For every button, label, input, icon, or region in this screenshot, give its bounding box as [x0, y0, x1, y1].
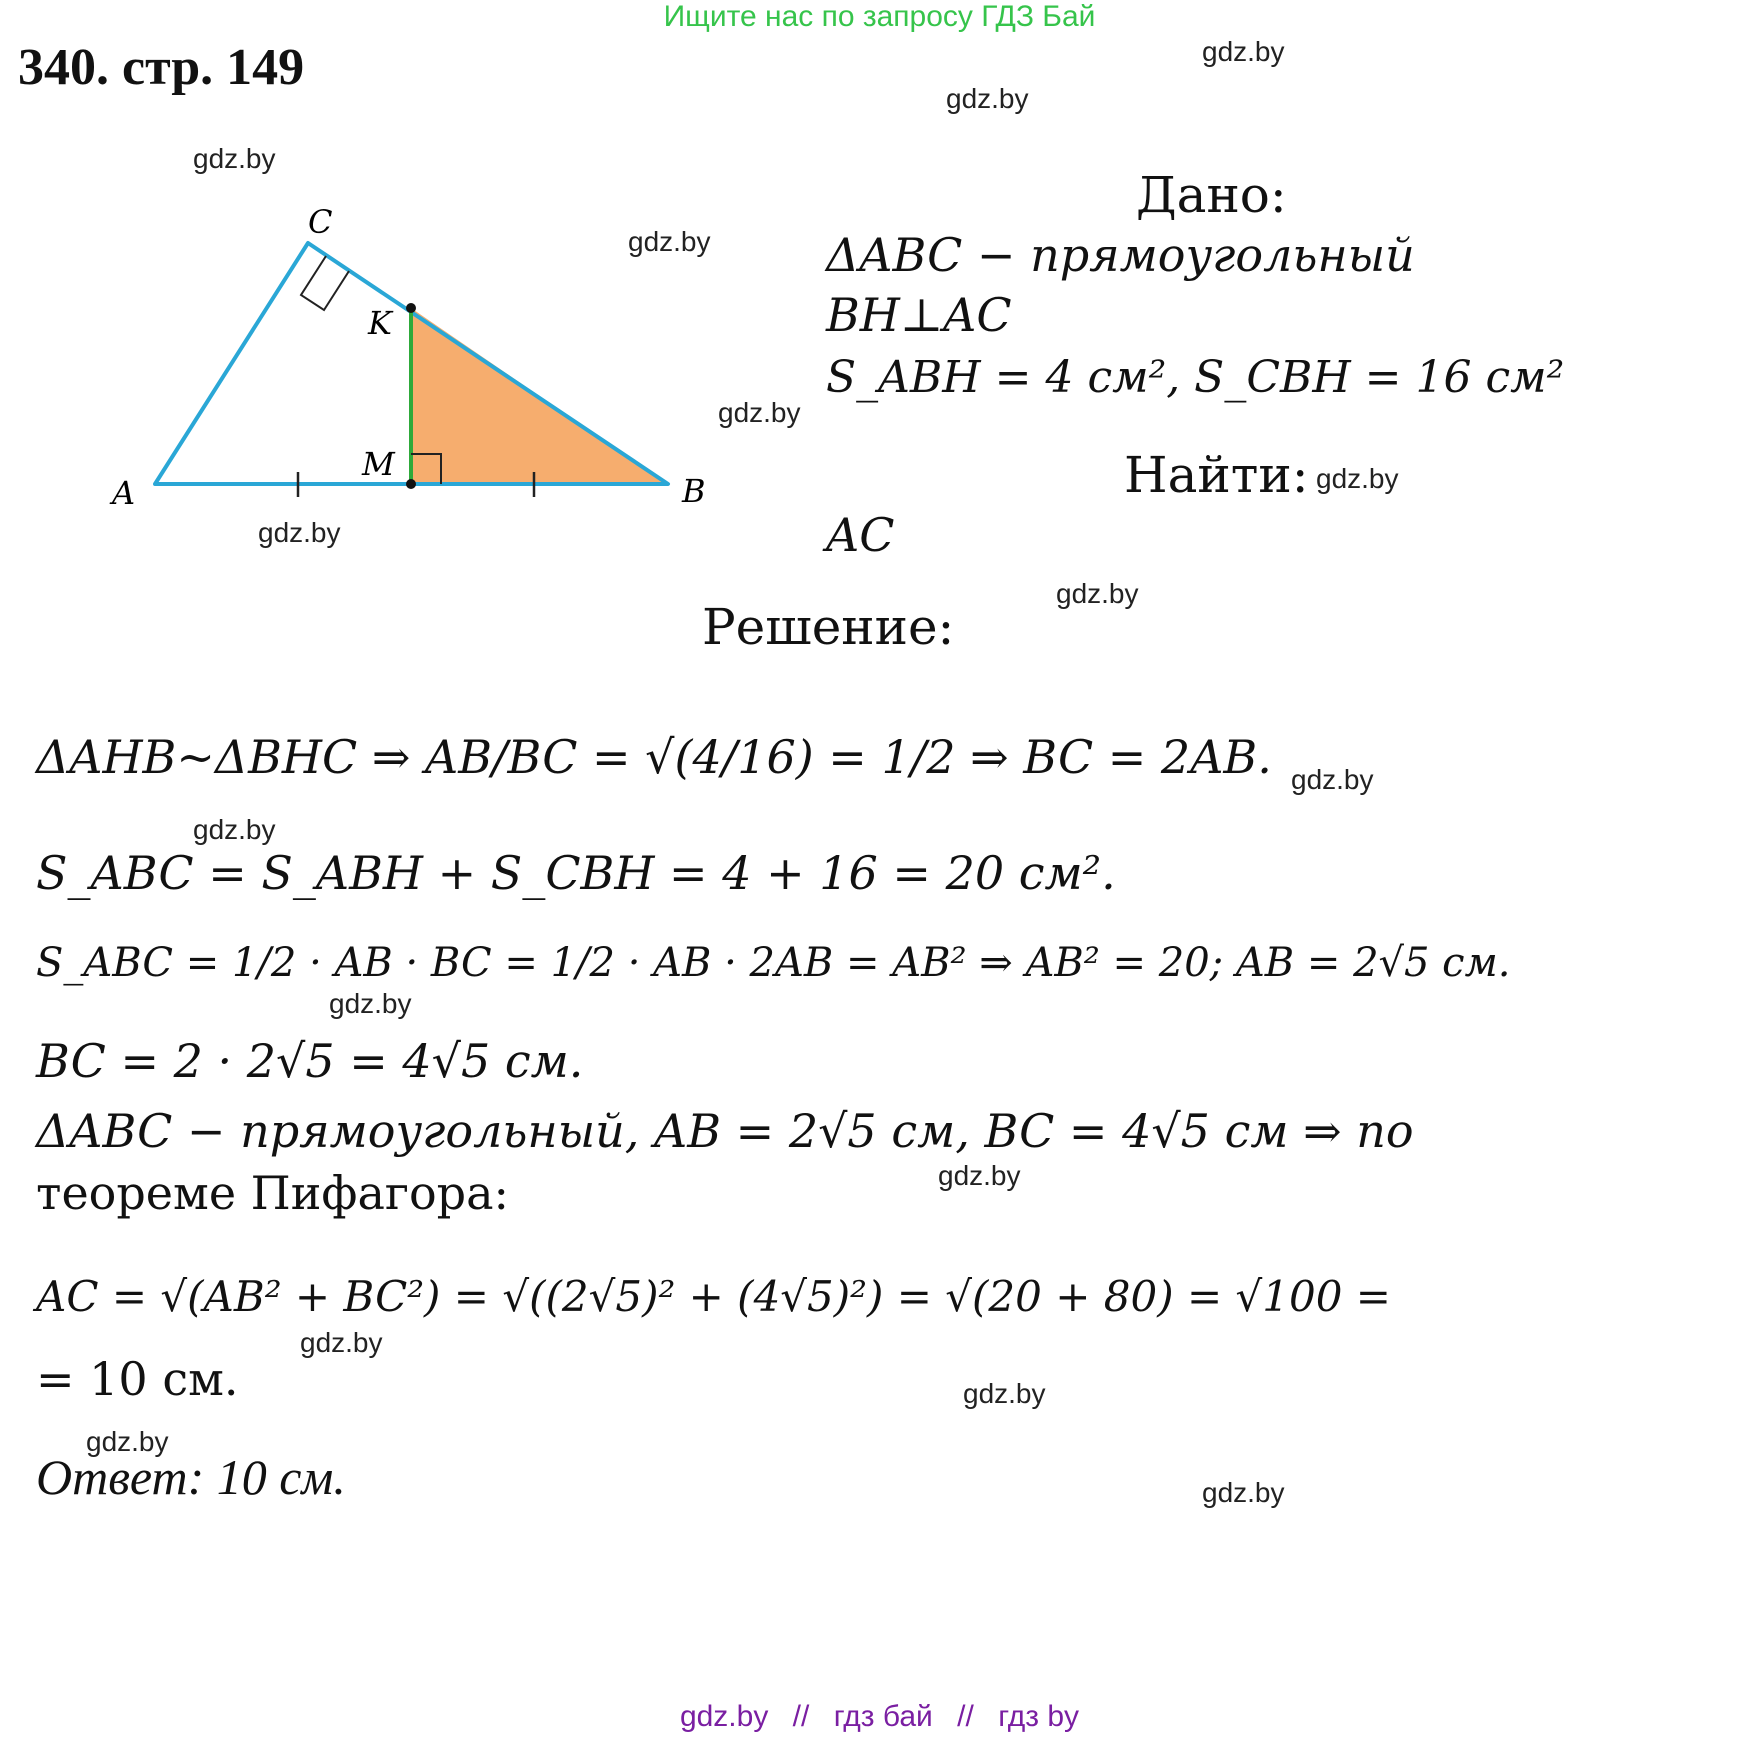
- solution-line-7: AC = √(AB² + BC²) = √((2√5)² + (4√5)²) = √(20 + 80) = √100 =: [36, 1272, 1391, 1321]
- triangle-figure: [100, 200, 740, 520]
- watermark: gdz.by: [1202, 36, 1285, 67]
- label-m: M: [362, 445, 395, 483]
- footer: [0, 1700, 1759, 1734]
- find-heading: Найти:: [1124, 446, 1309, 504]
- watermark: gdz.by: [193, 814, 276, 845]
- watermark: gdz.by: [193, 143, 276, 174]
- solution-line-5: ΔABC − прямоугольный, AB = 2√5 см, BC = 4√5 см ⇒ по: [36, 1104, 1414, 1158]
- footer-separator: //: [957, 1700, 974, 1733]
- watermark: gdz.by: [718, 397, 801, 428]
- given-line-3: S_ABH = 4 см², S_CBH = 16 см²: [826, 352, 1565, 403]
- watermark: gdz.by: [329, 988, 412, 1019]
- footer-link-1[interactable]: gdz.by: [679, 1700, 769, 1733]
- watermark: gdz.by: [1202, 1477, 1285, 1508]
- watermark: gdz.by: [300, 1327, 383, 1358]
- given-heading: Дано:: [1136, 166, 1287, 224]
- watermark: gdz.by: [86, 1426, 169, 1457]
- footer-link-3[interactable]: гдз by: [998, 1700, 1080, 1733]
- watermark: gdz.by: [946, 83, 1029, 114]
- watermark: gdz.by: [1316, 463, 1399, 494]
- label-b: B: [682, 472, 706, 510]
- given-line-2: BH⊥AC: [826, 288, 1012, 342]
- solution-line-2: S_ABC = S_ABH + S_CBH = 4 + 16 = 20 см².: [36, 846, 1116, 900]
- point-m: [406, 479, 416, 489]
- find-value: AC: [826, 508, 895, 562]
- solution-line-8: = 10 см.: [36, 1352, 239, 1406]
- watermark: gdz.by: [1291, 764, 1374, 795]
- answer: Ответ: 10 см.: [36, 1449, 346, 1505]
- label-k: K: [368, 304, 392, 342]
- watermark: gdz.by: [628, 226, 711, 257]
- watermark: gdz.by: [258, 517, 341, 548]
- solution-line-1: ΔAHB~ΔBHC ⇒ AB/BC = √(4/16) = 1/2 ⇒ BC = 2AB.: [36, 730, 1272, 784]
- solution-line-4: BC = 2 · 2√5 = 4√5 см.: [36, 1034, 584, 1088]
- watermark: gdz.by: [938, 1160, 1021, 1191]
- solution-line-3: S_ABC = 1/2 · AB · BC = 1/2 · AB · 2AB = AB² ⇒ AB² = 20; AB = 2√5 см.: [36, 940, 1511, 986]
- label-c: C: [308, 203, 333, 241]
- top-banner: Ищите нас по запросу ГДЗ Бай: [663, 0, 1096, 33]
- footer-link-2[interactable]: гдз бай: [833, 1700, 933, 1733]
- watermark: gdz.by: [963, 1378, 1046, 1409]
- watermark: gdz.by: [1056, 578, 1139, 609]
- solution-heading: Решение:: [702, 598, 955, 656]
- given-line-1: ΔABC − прямоугольный: [826, 228, 1415, 282]
- footer-separator: //: [792, 1700, 810, 1733]
- solution-line-6: теореме Пифагора:: [36, 1166, 510, 1220]
- page-title: 340. стр. 149: [18, 39, 305, 96]
- label-a: A: [112, 474, 136, 512]
- point-k: [406, 303, 416, 313]
